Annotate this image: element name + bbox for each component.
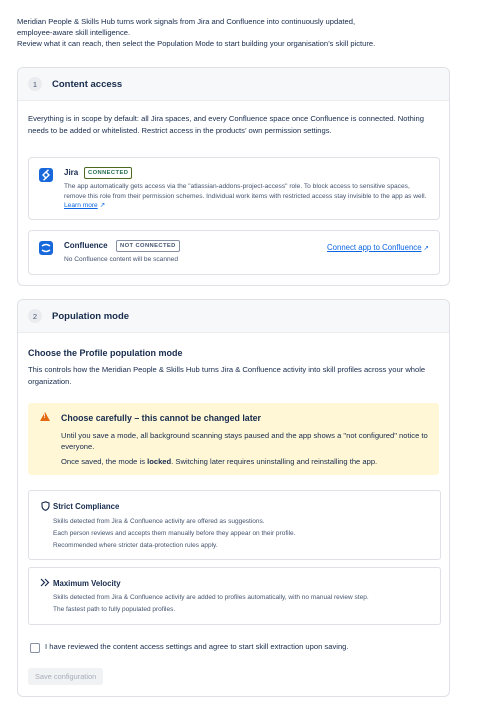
agree-checkbox[interactable] (30, 643, 40, 653)
save-configuration-button[interactable]: Save configuration (28, 668, 103, 685)
jira-name: Jira (64, 168, 79, 177)
maximum-velocity-line-2: The fastest path to fully populated profiles. (53, 606, 176, 613)
double-chevron-icon (40, 578, 50, 589)
connect-confluence-label: Connect app to Confluence (327, 243, 422, 252)
maximum-velocity-title: Maximum Velocity (53, 579, 121, 588)
population-mode-header (18, 300, 449, 333)
content-access-description: Everything is in scope by default: all Jira spaces, and every Confluence space once Confluence is connected. Nothing needs to be added or whitelisted. Restrict access in the products’ own permission settings. (28, 114, 424, 135)
content-access-card (17, 67, 450, 286)
confluence-icon (39, 241, 53, 255)
connect-confluence-link[interactable] (327, 243, 429, 252)
jira-product-box (28, 157, 440, 220)
population-section-description: This controls how the Meridian People & Skills Hub turns Jira & Confluence activity into skill profiles across your whole organization. (28, 365, 426, 386)
maximum-velocity-line-1: Skills detected from Jira & Confluence activity are added to profiles automatically, with no manual review step. (53, 594, 369, 601)
strict-compliance-line-1: Skills detected from Jira & Confluence activity are offered as suggestions. (53, 518, 265, 525)
intro-line-3: Review what it can reach, then select the Population Mode to start building your organisation’s skill picture. (17, 39, 376, 48)
strict-compliance-line-2: Each person reviews and accepts them manually before they appear on their profile. (53, 530, 296, 537)
content-access-title: Content access (52, 78, 123, 90)
content-access-header (18, 68, 449, 101)
external-link-icon: ↗ (99, 202, 106, 209)
strict-compliance-title: Strict Compliance (53, 502, 120, 511)
maximum-velocity-option[interactable] (28, 567, 441, 625)
strict-compliance-option[interactable] (28, 490, 441, 560)
jira-description (64, 182, 429, 211)
intro-line-1: Meridian People & Skills Hub turns work signals from Jira and Confluence into continuously updated, (17, 17, 356, 26)
population-mode-title: Population mode (52, 310, 130, 322)
step-number-badge: 2 (28, 309, 42, 323)
warning-line-2 (61, 456, 433, 467)
shield-icon (40, 501, 50, 513)
warning-icon (40, 412, 50, 421)
jira-icon (39, 168, 53, 182)
confluence-name: Confluence (64, 241, 108, 250)
warning-line-2-end: . Switching later requires uninstalling and reinstalling the app. (171, 457, 378, 466)
intro-text (17, 16, 473, 49)
warning-line-1: Until you save a mode, all background scanning stays paused and the app shows a "not configured" notice to everyone. (61, 431, 428, 451)
jira-status-badge: CONNECTED (84, 167, 132, 179)
jira-description-text: The app automatically gets access via the "atlassian-addons-project-access" role. To block access to sensitive spaces, remove this role from their permission schemes. Individual work items with restricted access stay invisible to the app as well. (64, 183, 427, 200)
population-mode-card (17, 299, 450, 697)
population-section-title: Choose the Profile population mode (28, 348, 183, 358)
external-link-icon: ↗ (423, 245, 429, 252)
warning-locked-text: locked (147, 457, 172, 466)
warning-line-2-start: Once saved, the mode is (61, 457, 148, 466)
warning-title: Choose carefully – this cannot be changed later (61, 413, 261, 423)
warning-panel (28, 403, 439, 475)
confluence-product-box (28, 230, 440, 275)
step-number-badge: 1 (28, 77, 42, 91)
confluence-status-badge: NOT CONNECTED (116, 240, 180, 252)
jira-learn-more-link[interactable]: Learn more (64, 202, 98, 209)
intro-line-2: employee-aware skill intelligence. (17, 28, 131, 37)
agree-label: I have reviewed the content access settings and agree to start skill extraction upon saving. (45, 642, 349, 651)
strict-compliance-line-3: Recommended where stricter data-protection rules apply. (53, 542, 218, 549)
confluence-description: No Confluence content will be scanned (64, 256, 178, 263)
